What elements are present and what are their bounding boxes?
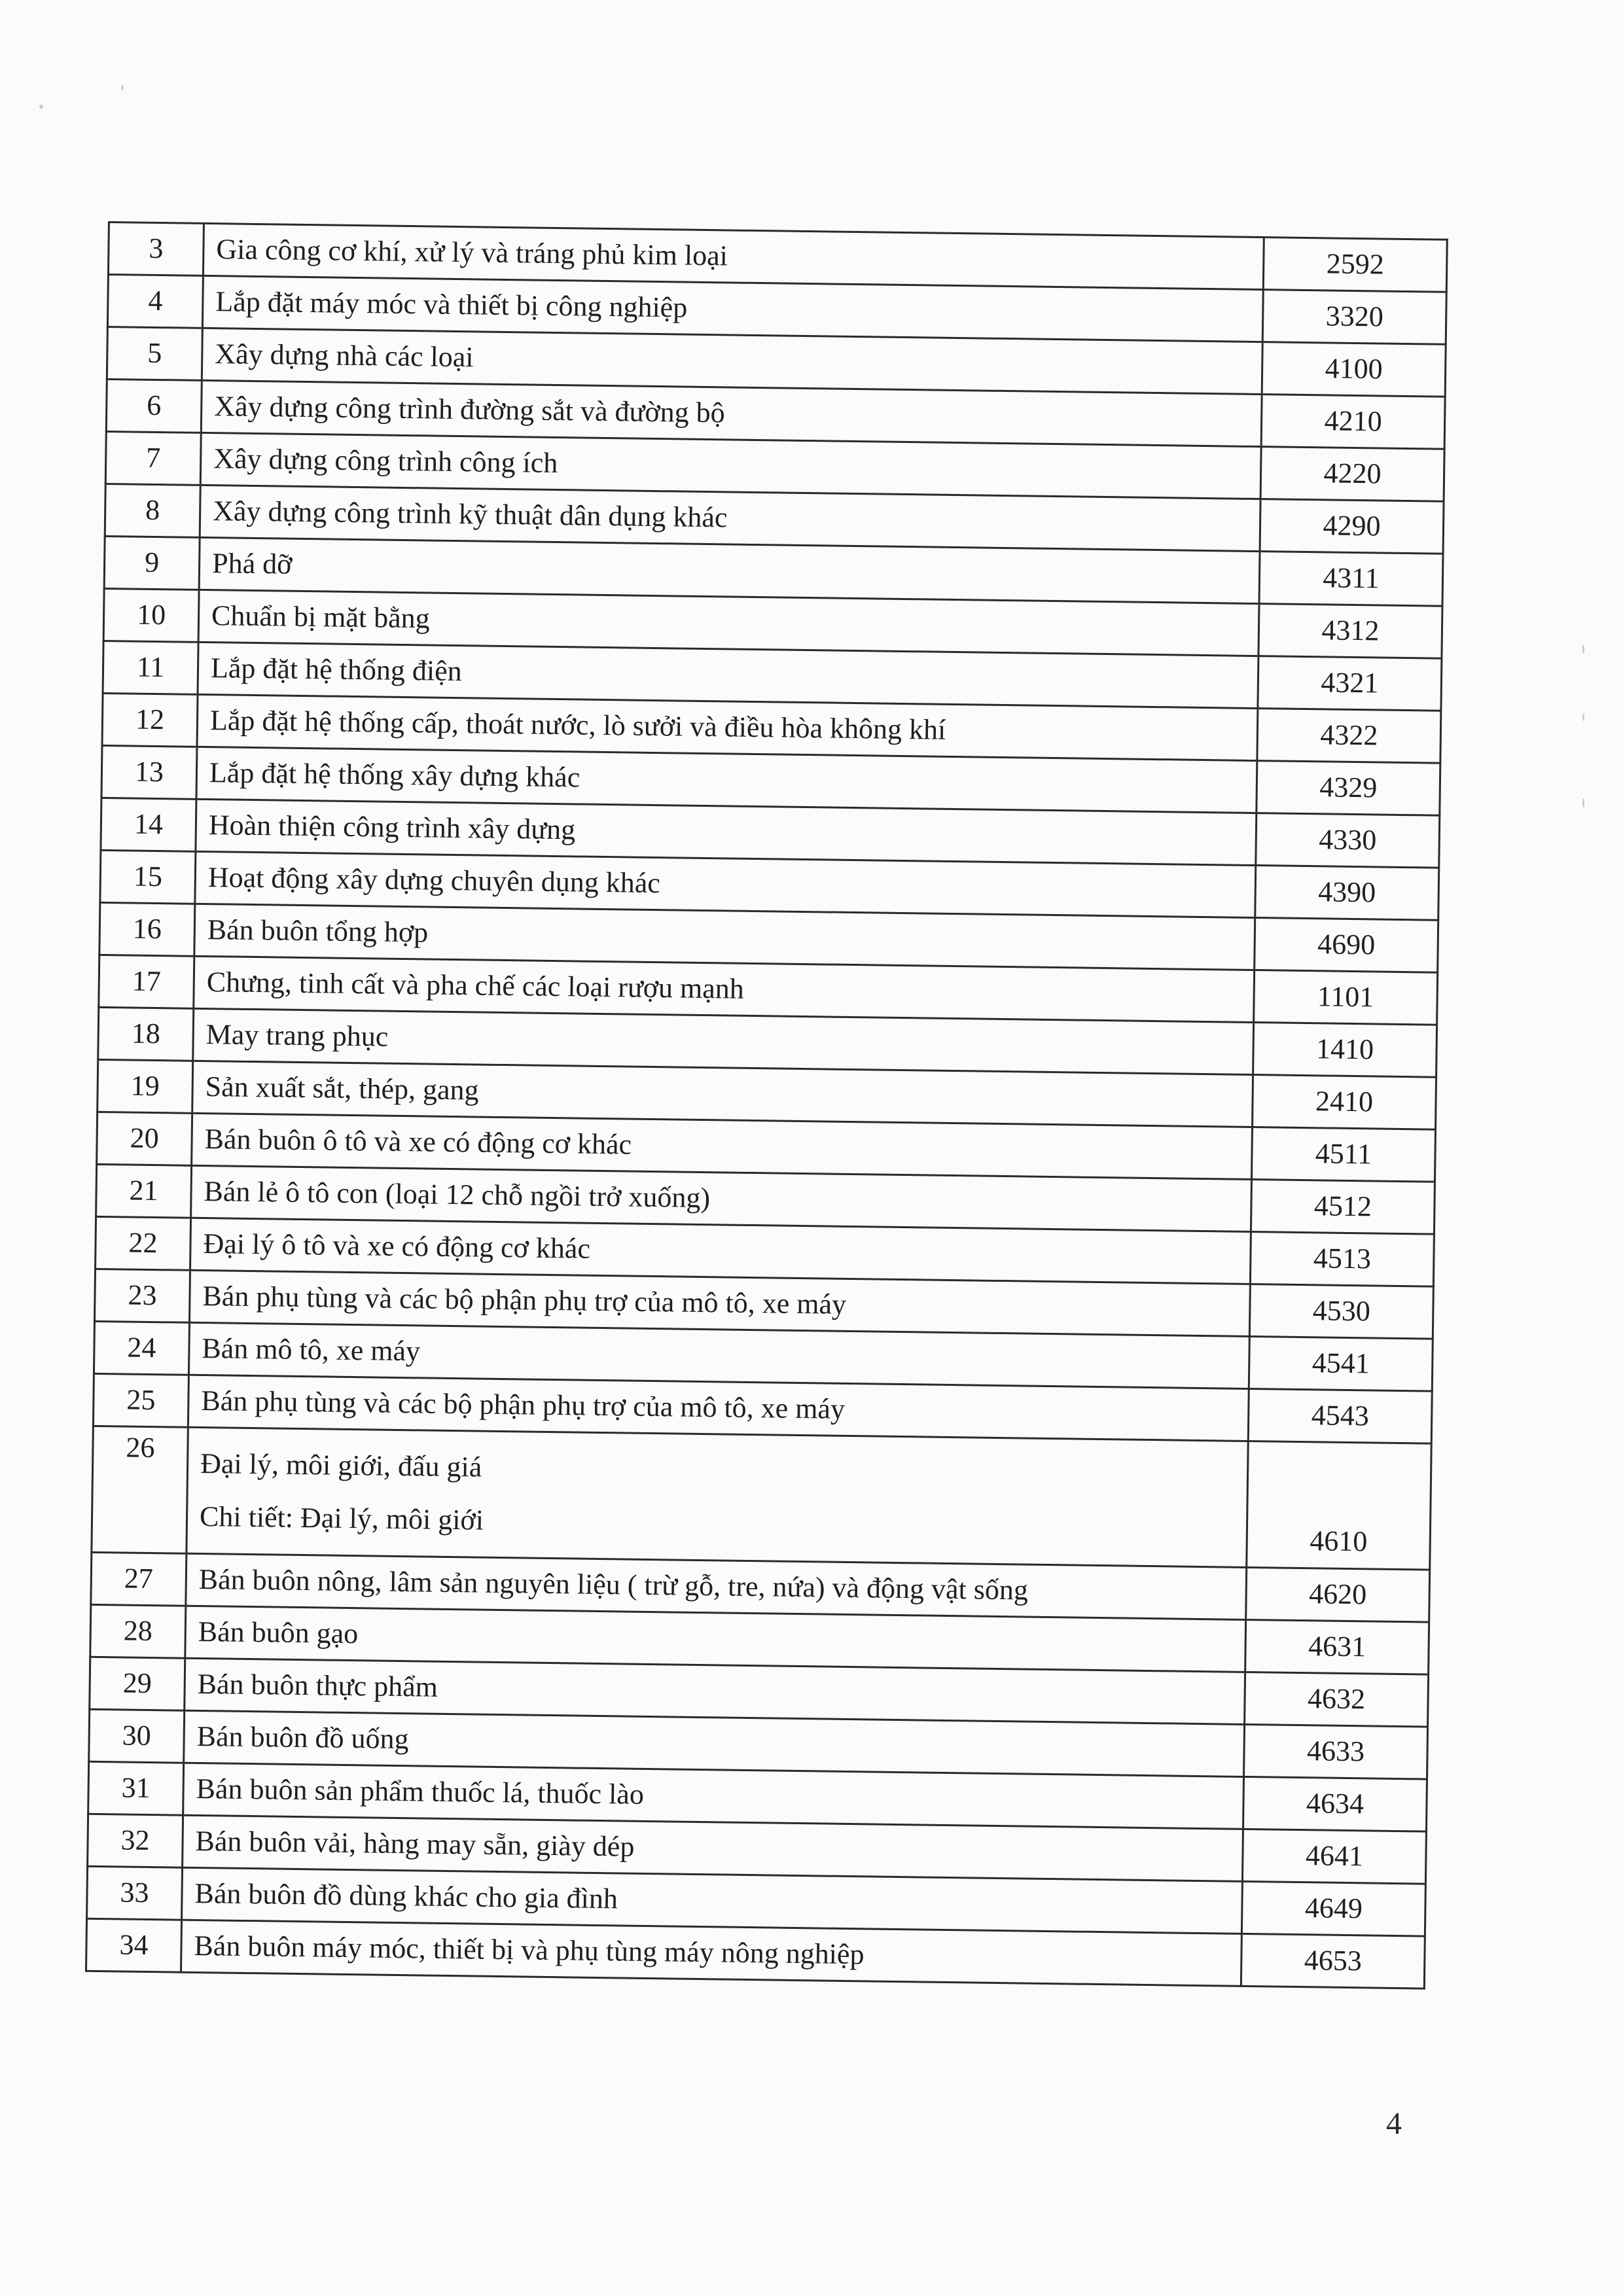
- industry-code: 4690: [1255, 918, 1438, 973]
- industry-code: 4634: [1243, 1776, 1427, 1831]
- business-line-name: Xây dựng công trình đường sắt và đường bộ: [201, 380, 1262, 446]
- industry-code: 2592: [1263, 238, 1447, 292]
- row-number: 25: [93, 1373, 188, 1427]
- row-number: 10: [103, 588, 199, 642]
- table-body-lower: [86, 1552, 1429, 1988]
- business-line-name: Lắp đặt hệ thống cấp, thoát nước, lò sưởi và điều hòa không khí: [197, 694, 1258, 760]
- business-line-name: Chưng, tinh cất và pha chế các loại rượu mạnh: [194, 956, 1255, 1022]
- business-line-name: Bán buôn tổng hợp: [194, 904, 1255, 970]
- row-number: 30: [89, 1709, 185, 1763]
- business-line-name: Bán mô tô, xe máy: [188, 1322, 1249, 1388]
- table-body-row-26: [92, 1426, 1431, 1570]
- business-line-name: Lắp đặt hệ thống điện: [198, 642, 1258, 708]
- industry-code: 3320: [1262, 290, 1446, 345]
- business-line-name: Bán buôn thực phẩm: [185, 1658, 1245, 1724]
- row-number: 4: [107, 275, 203, 328]
- scan-speck: [39, 105, 43, 109]
- table-body-upper: [93, 222, 1447, 1444]
- row-number: 34: [86, 1918, 181, 1972]
- row-number: 33: [87, 1866, 183, 1920]
- business-line-name: Hoạt động xây dựng chuyên dụng khác: [195, 851, 1256, 917]
- business-line-title: Đại lý, môi giới, đấu giá: [200, 1447, 482, 1484]
- scan-speck: [1582, 798, 1584, 807]
- row-number: 7: [105, 431, 201, 485]
- industry-code: 4512: [1251, 1179, 1435, 1234]
- industry-code: 1101: [1254, 970, 1438, 1025]
- row-number: 23: [94, 1269, 190, 1322]
- industry-code: 4511: [1251, 1127, 1435, 1182]
- row-number: 11: [103, 641, 198, 694]
- business-line-name: Bán buôn vải, hàng may sẵn, giày dép: [183, 1815, 1243, 1881]
- industry-code: 1410: [1253, 1023, 1437, 1078]
- scan-speck: [1582, 713, 1584, 721]
- business-line-name: Phá dỡ: [199, 537, 1260, 603]
- table-row: [92, 1426, 1431, 1570]
- row-number: 15: [100, 850, 196, 904]
- industry-code: 4653: [1241, 1934, 1425, 1988]
- industry-code: 4631: [1245, 1619, 1429, 1674]
- row-number: 28: [90, 1604, 186, 1658]
- row-number: 3: [108, 222, 204, 276]
- row-number: 18: [98, 1007, 194, 1061]
- row-number: 29: [90, 1657, 185, 1710]
- business-line-name: Xây dựng công trình công ích: [200, 433, 1261, 499]
- business-line-name: Đại lý ô tô và xe có động cơ khác: [190, 1218, 1251, 1284]
- industry-code: 4329: [1257, 761, 1440, 816]
- business-line-name: [187, 1427, 1248, 1567]
- row-number: 16: [99, 902, 195, 956]
- industry-code: 4390: [1255, 866, 1439, 921]
- business-line-name: Xây dựng nhà các loại: [202, 328, 1262, 394]
- industry-code: 4322: [1257, 709, 1441, 764]
- industry-code: 4220: [1260, 447, 1444, 502]
- industry-code: 4541: [1249, 1336, 1433, 1391]
- business-line-name: Bán lẻ ô tô con (loại 12 chỗ ngồi trở xuống): [191, 1165, 1252, 1231]
- business-line-name: May trang phục: [193, 1008, 1254, 1074]
- industry-code: 4543: [1248, 1388, 1432, 1443]
- business-line-name: Xây dựng công trình kỹ thuật dân dụng khác: [200, 485, 1260, 551]
- row-number: 17: [99, 955, 194, 1008]
- row-number: 6: [106, 379, 202, 433]
- row-number: 8: [105, 484, 200, 537]
- business-line-name: Bán buôn gạo: [185, 1606, 1246, 1672]
- business-line-name: Hoàn thiện công trình xây dựng: [196, 799, 1257, 865]
- row-number: 24: [94, 1321, 189, 1375]
- industry-code: 2410: [1253, 1075, 1436, 1130]
- scan-speck: [121, 85, 124, 90]
- industry-code: 4649: [1241, 1881, 1425, 1936]
- industry-code: 4321: [1258, 656, 1442, 711]
- business-line-name: Chuẩn bị mặt bằng: [198, 590, 1259, 656]
- row-number: 12: [102, 693, 198, 747]
- industry-code: 4312: [1258, 604, 1442, 659]
- business-line-name: Bán buôn nông, lâm sản nguyên liệu ( trừ gỗ, tre, nứa) và động vật sống: [186, 1553, 1247, 1619]
- business-line-name: Gia công cơ khí, xử lý và tráng phủ kim loại: [203, 223, 1264, 289]
- row-number: 26: [92, 1426, 188, 1553]
- industry-code: 4513: [1250, 1231, 1434, 1286]
- industry-code: 4210: [1261, 395, 1445, 450]
- industry-code: 4632: [1245, 1672, 1429, 1727]
- row-number: 21: [96, 1164, 192, 1218]
- industry-code: 4290: [1260, 499, 1444, 554]
- industry-code: 4530: [1249, 1284, 1433, 1339]
- row-number: 19: [98, 1059, 193, 1113]
- business-line-name: Lắp đặt máy móc và thiết bị công nghiệp: [202, 275, 1263, 342]
- business-line-name: Sản xuất sắt, thép, gang: [192, 1061, 1253, 1127]
- row-number: 27: [91, 1552, 187, 1606]
- page-number: 4: [1386, 2106, 1402, 2141]
- industry-code: 4633: [1244, 1724, 1428, 1779]
- row-number: 32: [88, 1814, 183, 1867]
- row-number: 20: [97, 1112, 192, 1165]
- row-number: 31: [88, 1761, 184, 1815]
- industry-code: 4311: [1259, 552, 1443, 607]
- business-line-name: Lắp đặt hệ thống xây dựng khác: [196, 747, 1257, 813]
- business-line-name: Bán phụ tùng và các bộ phận phụ trợ của mô tô, xe máy: [188, 1375, 1249, 1441]
- scan-speck: [1582, 645, 1584, 654]
- business-line-detail: Chi tiết: Đại lý, môi giới: [199, 1500, 484, 1536]
- industry-code: 4100: [1262, 342, 1446, 397]
- row-number: 9: [104, 536, 200, 590]
- industry-code: 4330: [1256, 813, 1440, 868]
- industry-code: 4620: [1246, 1567, 1430, 1622]
- row-number: 14: [101, 798, 196, 851]
- business-line-name: Bán buôn đồ uống: [184, 1710, 1245, 1776]
- row-number: 5: [107, 327, 202, 381]
- business-line-name: Bán buôn ô tô và xe có động cơ khác: [192, 1113, 1253, 1179]
- row-number: 22: [96, 1216, 191, 1270]
- business-line-name: Bán phụ tùng và các bộ phận phụ trợ của mô tô, xe máy: [189, 1270, 1250, 1336]
- industry-code: 4610: [1247, 1441, 1432, 1570]
- business-line-name: Bán buôn đồ dùng khác cho gia đình: [182, 1867, 1243, 1934]
- business-lines-table: [85, 221, 1446, 1990]
- industry-code: 4641: [1242, 1829, 1426, 1884]
- row-number: 13: [101, 745, 197, 799]
- business-line-name: Bán buôn máy móc, thiết bị và phụ tùng máy nông nghiệp: [181, 1920, 1241, 1986]
- business-line-name: Bán buôn sản phẩm thuốc lá, thuốc lào: [183, 1763, 1244, 1829]
